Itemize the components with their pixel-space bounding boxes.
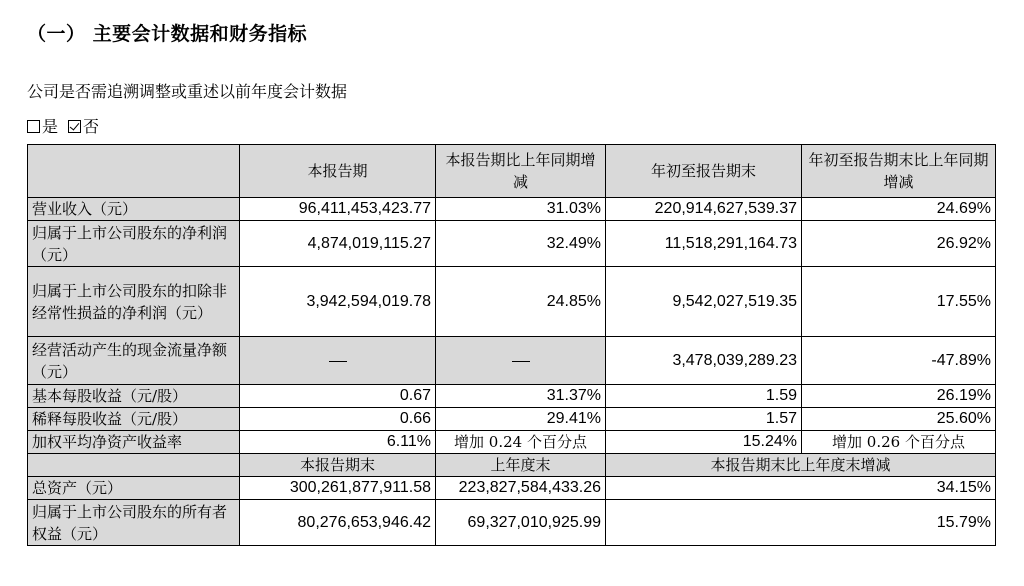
- table-row: [28, 500, 996, 546]
- restatement-options: [27, 114, 109, 137]
- table-cell: 69,327,010,925.99: [436, 500, 606, 546]
- table-cell: 26.92%: [802, 221, 996, 267]
- option-no-label: 否: [83, 117, 100, 136]
- table-cell: 3,942,594,019.78: [240, 267, 436, 337]
- table-row: [28, 198, 996, 221]
- table-cell: 6.11%: [240, 431, 436, 454]
- row-label: 归属于上市公司股东的所有者权益（元）: [28, 500, 240, 546]
- row-label: 总资产（元）: [28, 477, 240, 500]
- table-cell: [436, 337, 606, 385]
- table-cell: 31.37%: [436, 385, 606, 408]
- table-cell: -47.89%: [802, 337, 996, 385]
- row-label: 基本每股收益（元/股）: [28, 385, 240, 408]
- table-cell: 0.66: [240, 408, 436, 431]
- table-subheader-row: [28, 454, 996, 477]
- checkbox-yes[interactable]: [27, 120, 40, 133]
- table-cell: 34.15%: [606, 477, 996, 500]
- table-row: [28, 267, 996, 337]
- table-cell: 24.69%: [802, 198, 996, 221]
- table-cell: 4,874,019,115.27: [240, 221, 436, 267]
- header-cell: 本报告期末比上年度末增减: [606, 454, 996, 477]
- table-cell: 11,518,291,164.73: [606, 221, 802, 267]
- header-cell: 本报告期比上年同期增减: [436, 145, 606, 198]
- table-cell: 80,276,653,946.42: [240, 500, 436, 546]
- table-cell: 1.57: [606, 408, 802, 431]
- table-cell: 9,542,027,519.35: [606, 267, 802, 337]
- table-row: [28, 385, 996, 408]
- table-row: [28, 221, 996, 267]
- header-cell: 年初至报告期末比上年同期增减: [802, 145, 996, 198]
- table-cell: 15.24%: [606, 431, 802, 454]
- option-no[interactable]: [68, 117, 99, 136]
- header-cell: 年初至报告期末: [606, 145, 802, 198]
- table-cell: 220,914,627,539.37: [606, 198, 802, 221]
- header-corner: [28, 145, 240, 198]
- header-cell: 本报告期末: [240, 454, 436, 477]
- row-label: 稀释每股收益（元/股）: [28, 408, 240, 431]
- table-cell: 增加 0.24 个百分点: [436, 431, 606, 454]
- option-yes-label: 是: [42, 117, 59, 136]
- row-label: 归属于上市公司股东的扣除非经常性损益的净利润（元）: [28, 267, 240, 337]
- row-label: 营业收入（元）: [28, 198, 240, 221]
- row-label: 归属于上市公司股东的净利润（元）: [28, 221, 240, 267]
- table-cell: 增加 0.26 个百分点: [802, 431, 996, 454]
- table-cell: 223,827,584,433.26: [436, 477, 606, 500]
- table-row: [28, 408, 996, 431]
- header-cell: 上年度末: [436, 454, 606, 477]
- table-row: [28, 431, 996, 454]
- table-cell: 32.49%: [436, 221, 606, 267]
- em-dash: [512, 361, 530, 362]
- row-label: 加权平均净资产收益率: [28, 431, 240, 454]
- table-row: [28, 477, 996, 500]
- table-cell: 26.19%: [802, 385, 996, 408]
- checkbox-no[interactable]: [68, 120, 81, 133]
- table-cell: 24.85%: [436, 267, 606, 337]
- table-cell: 17.55%: [802, 267, 996, 337]
- table-cell: 3,478,039,289.23: [606, 337, 802, 385]
- table-cell: 15.79%: [606, 500, 996, 546]
- em-dash: [329, 361, 347, 362]
- table-cell: 300,261,877,911.58: [240, 477, 436, 500]
- table-cell: 0.67: [240, 385, 436, 408]
- header-cell: 本报告期: [240, 145, 436, 198]
- table-cell: [240, 337, 436, 385]
- restatement-question: 公司是否需追溯调整或重述以前年度会计数据: [27, 82, 348, 101]
- row-label: 经营活动产生的现金流量净额（元）: [28, 337, 240, 385]
- table-cell: 96,411,453,423.77: [240, 198, 436, 221]
- table-cell: 31.03%: [436, 198, 606, 221]
- table-cell: 25.60%: [802, 408, 996, 431]
- table-cell: 1.59: [606, 385, 802, 408]
- financial-data-table: [27, 144, 996, 546]
- table-cell: 29.41%: [436, 408, 606, 431]
- table-row: [28, 337, 996, 385]
- option-yes[interactable]: [27, 117, 58, 136]
- table-header-row: [28, 145, 996, 198]
- header-corner: [28, 454, 240, 477]
- section-title: （一） 主要会计数据和财务指标: [27, 23, 308, 45]
